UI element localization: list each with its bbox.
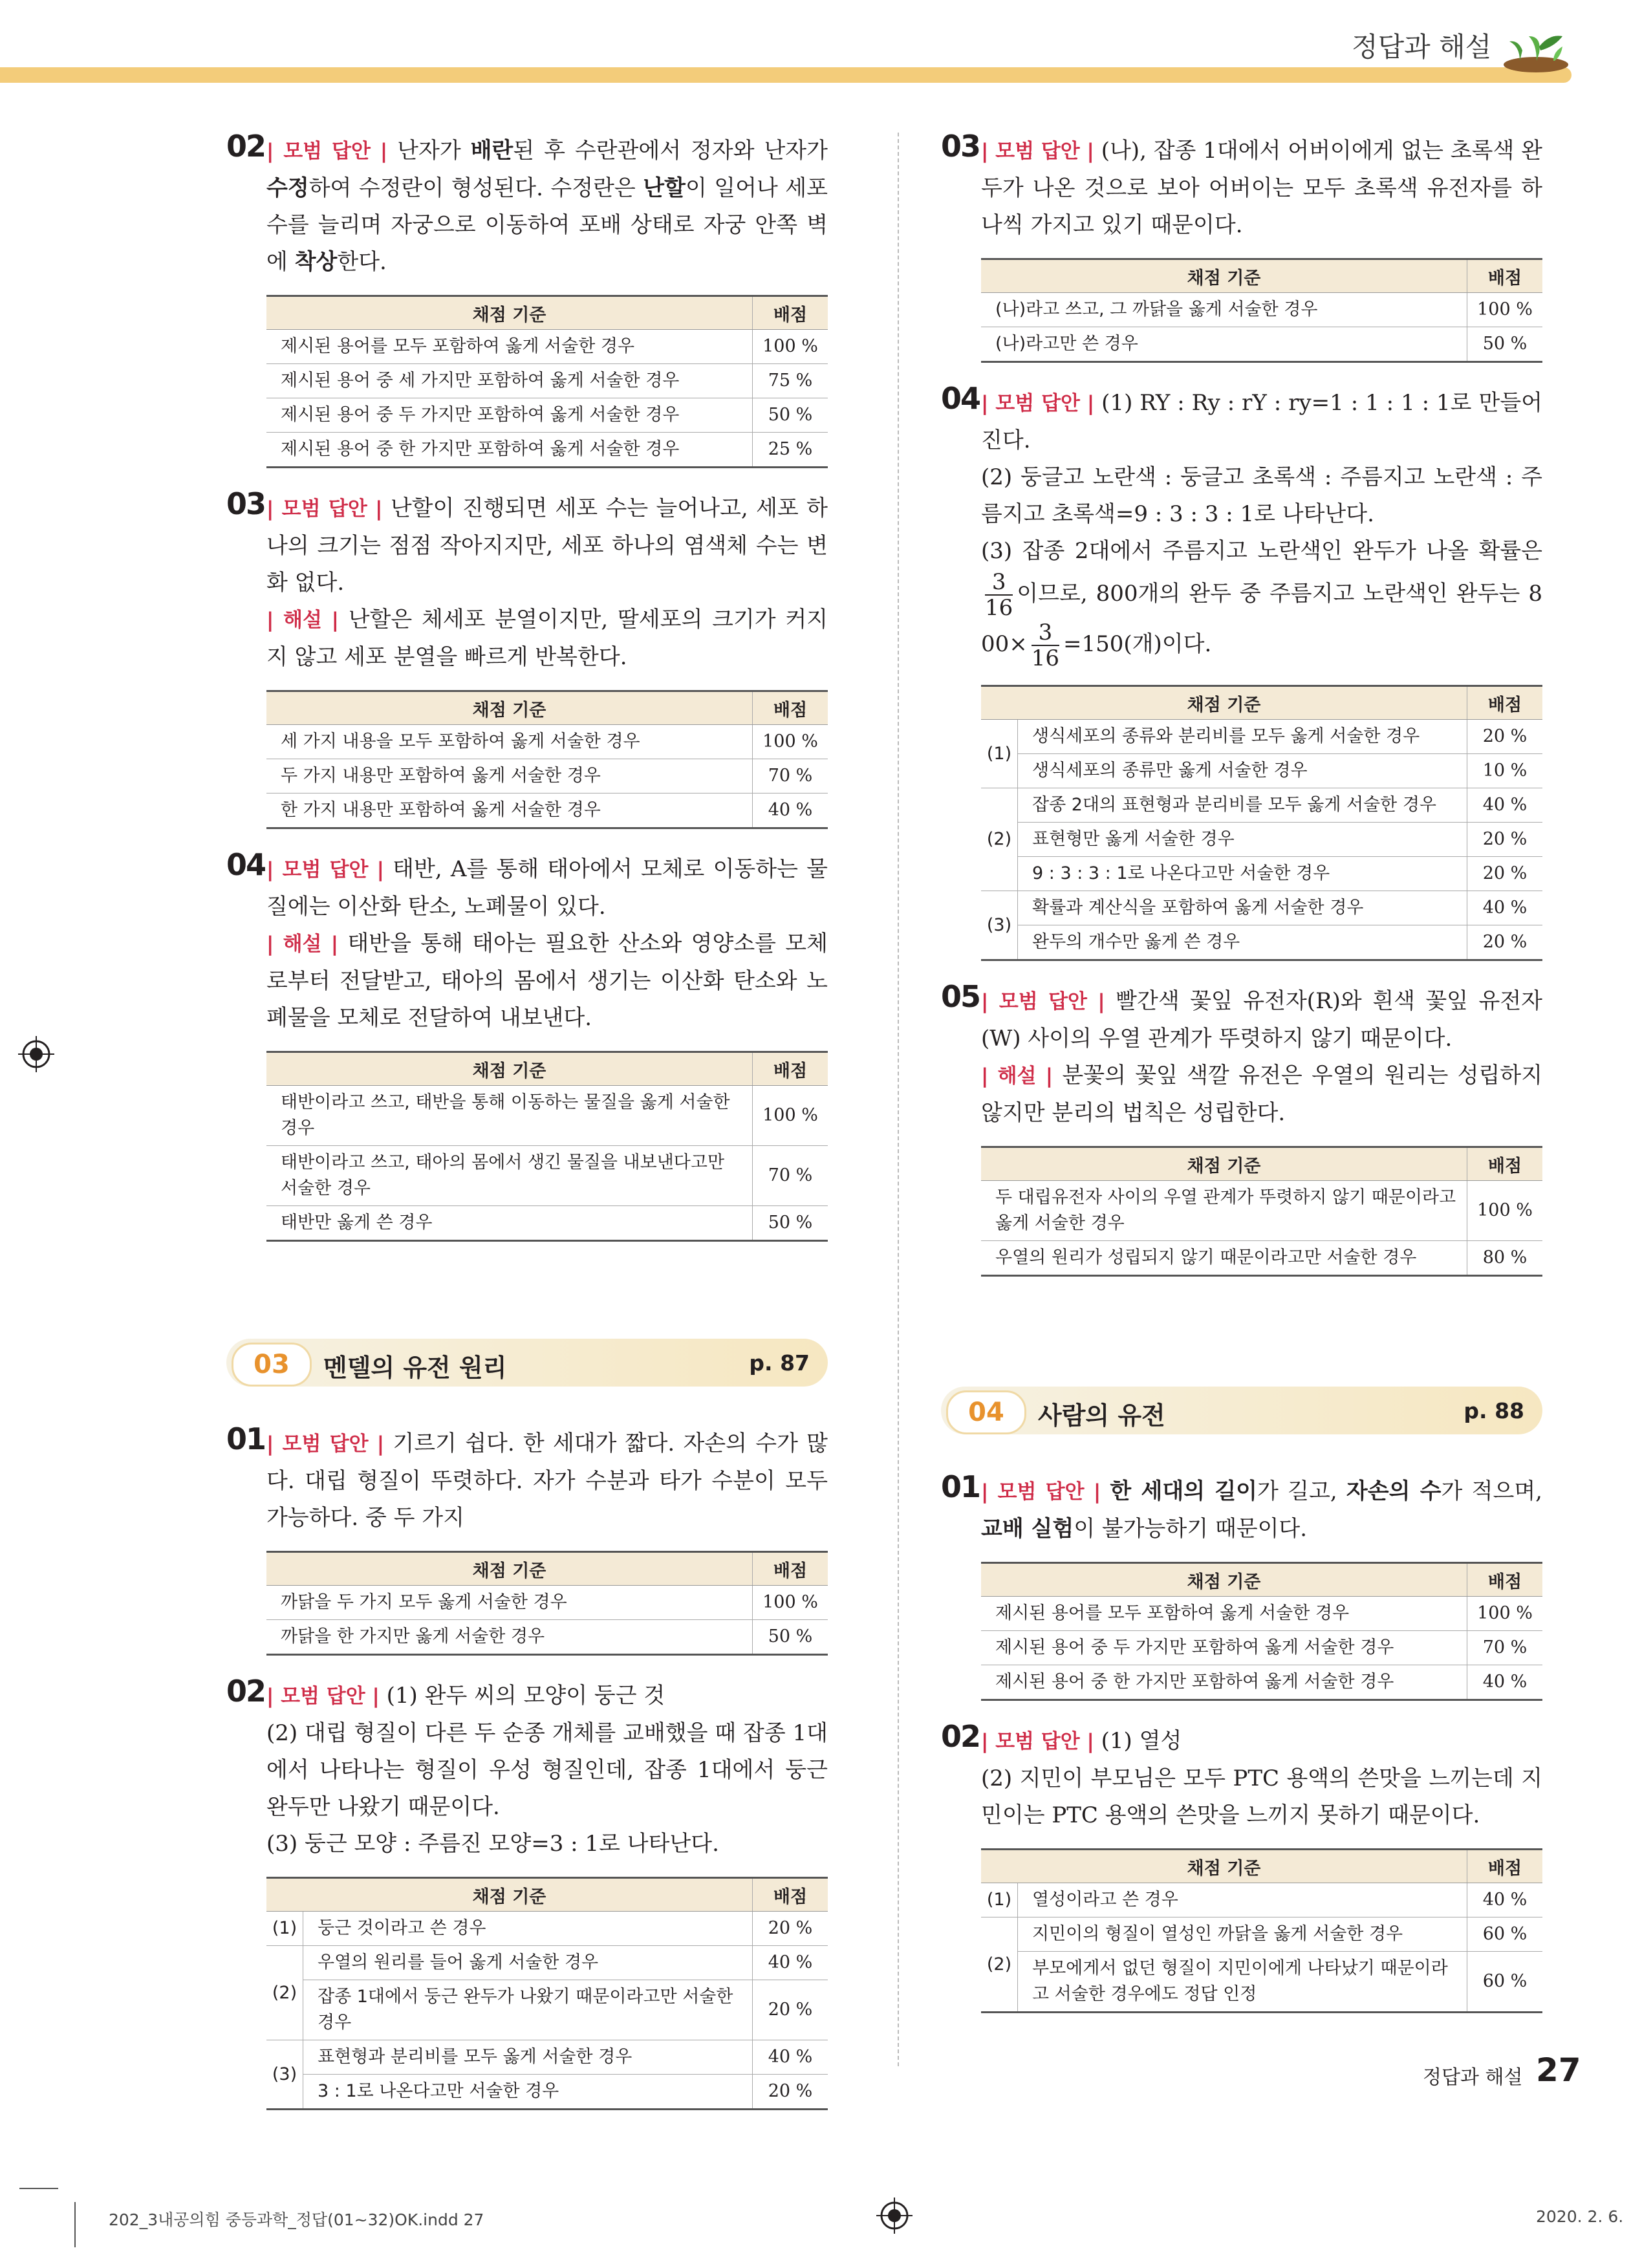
table-row: (나)라고 쓰고, 그 까닭을 옳게 서술한 경우 100 % — [981, 293, 1542, 327]
print-filename: 202_3내공의힘 중등과학_정답(01~32)OK.indd 27 — [109, 2210, 484, 2229]
table-row: 한 가지 내용만 포함하여 옳게 서술한 경우 40 % — [266, 794, 828, 828]
table-row: 제시된 용어 중 세 가지만 포함하여 옳게 서술한 경우 75 % — [266, 364, 828, 398]
table-row: (2) 우열의 원리를 들어 옳게 서술한 경우 40 % — [266, 1946, 828, 1980]
fraction: $\frac{3}{16}$ — [985, 569, 1013, 621]
scoring-table: 채점 기준 배점 (1) 생식세포의 종류와 분리비를 모두 옳게 서술한 경우 20 % 생식세포의 종류만 옳게 서술한 경우 10 % (2) 잡종 2대의 표현형과 분리비를 모두 옳게 서술한 경우 40 % 표현형만 옳게 서술한 경우 20 % 9 : 3 : 3 : 1로 나온다고만 서술한 경우 20 % (3) 확률과 계산식을 포함하여 옳게 서술한 경우 40 % 완두의 개수만 옳게 쓴 경우 20 % — [981, 685, 1542, 961]
answer-text: | 모범 답안 | 난자가 배란된 후 수란관에서 정자와 난자가 수정하여 수정란이 형성된다. 수정란은 난할이 일어나 세포 수를 늘리며 자궁으로 이동하여 포배 상태로 자궁 안쪽 벽에 착상한다. — [266, 138, 828, 275]
answer-text: | 모범 답안 | 태반, A를 통해 태아에서 모체로 이동하는 물질에는 이산화 탄소, 노폐물이 있다. — [266, 856, 828, 920]
answer-text: | 모범 답안 | (1) RY : Ry : rY : ry=1 : 1 : 1 : 1로 만들어진다. — [981, 390, 1543, 453]
answer-text: (2) 둥글고 노란색 : 둥글고 초록색 : 주름지고 노란색 : 주름지고 초록색=9 : 3 : 3 : 1로 나타난다. — [981, 464, 1542, 527]
question-04 — [226, 847, 828, 1242]
table-row: 제시된 용어를 모두 포함하여 옳게 서술한 경우 100 % — [981, 1597, 1542, 1631]
section-title: 사람의 유전 — [1038, 1401, 1165, 1430]
crop-mark — [19, 2188, 58, 2189]
question-number: 01 — [941, 1469, 980, 1504]
table-row: (나)라고만 쓴 경우 50 % — [981, 327, 1542, 362]
question-03r — [941, 129, 1542, 363]
answer-text: (2) 지민이 부모님은 모두 PTC 용액의 쓴맛을 느끼는데 지민이는 PTC 용액의 쓴맛을 느끼지 못하기 때문이다. — [981, 1766, 1542, 1828]
table-row: 세 가지 내용을 모두 포함하여 옳게 서술한 경우 100 % — [266, 725, 828, 759]
table-row: 잡종 1대에서 둥근 완두가 나왔기 때문이라고만 서술한 경우 20 % — [266, 1980, 828, 2040]
table-row: 제시된 용어 중 두 가지만 포함하여 옳게 서술한 경우 50 % — [266, 398, 828, 433]
table-row: 제시된 용어를 모두 포함하여 옳게 서술한 경우 100 % — [266, 330, 828, 364]
explanation-text: | 해설 | 분꽃의 꽃잎 색깔 유전은 우열의 원리는 성립하지 않지만 분리의 법칙은 성립한다. — [981, 1063, 1543, 1126]
table-row: 제시된 용어 중 한 가지만 포함하여 옳게 서술한 경우 40 % — [981, 1665, 1542, 1700]
scoring-table: 채점 기준 배점 제시된 용어를 모두 포함하여 옳게 서술한 경우 100 % 제시된 용어 중 두 가지만 포함하여 옳게 서술한 경우 70 % 제시된 용어 중 한 가지만 포함하여 옳게 서술한 경우 40 % — [981, 1562, 1542, 1701]
page-number: 27 — [1536, 2051, 1581, 2089]
header-bar — [0, 67, 1572, 83]
table-row: 부모에게서 없던 형질이 지민이에게 나타났기 때문이라고 서술한 경우에도 정답 인정 60 % — [981, 1952, 1542, 2013]
answer-text: (3) 잡종 2대에서 주름지고 노란색인 완두가 나올 확률은 $\frac{3}{16}$ 이므로, 800개의 완두 중 주름지고 노란색인 완두는 800× $\frac{3}{16}$ =150(개)이다. — [981, 538, 1542, 671]
table-row: 까닭을 두 가지 모두 옳게 서술한 경우 100 % — [266, 1586, 828, 1620]
scoring-table: 채점 기준 배점 (1) 열성이라고 쓴 경우 40 % (2) 지민이의 형질이 열성인 까닭을 옳게 서술한 경우 60 % 부모에게서 없던 형질이 지민이에게 나타났기 때문이라고 서술한 경우에도 정답 인정 60 % — [981, 1848, 1542, 2013]
table-row: 표현형만 옳게 서술한 경우 20 % — [981, 823, 1542, 857]
table-row: 태반이라고 쓰고, 태반을 통해 이동하는 물질을 옳게 서술한 경우 100 % — [266, 1086, 828, 1146]
section-header-03 — [226, 1339, 828, 1387]
table-row: (1) 둥근 것이라고 쓴 경우 20 % — [266, 1912, 828, 1946]
question-number: 01 — [226, 1421, 266, 1456]
table-row: 9 : 3 : 3 : 1로 나온다고만 서술한 경우 20 % — [981, 857, 1542, 891]
registration-mark-icon — [18, 1036, 54, 1072]
header-title: 정답과 해설 — [1352, 31, 1492, 63]
table-row: (3) 확률과 계산식을 포함하여 옳게 서술한 경우 40 % — [981, 891, 1542, 925]
section-header-04 — [941, 1387, 1542, 1434]
registration-mark-icon — [876, 2198, 913, 2234]
column-divider — [898, 133, 899, 2066]
table-row: 제시된 용어 중 두 가지만 포함하여 옳게 서술한 경우 70 % — [981, 1631, 1542, 1665]
table-row: (1) 생식세포의 종류와 분리비를 모두 옳게 서술한 경우 20 % — [981, 720, 1542, 754]
scoring-table: 채점 기준 배점 까닭을 두 가지 모두 옳게 서술한 경우 100 % 까닭을 한 가지만 옳게 서술한 경우 50 % — [266, 1551, 828, 1656]
table-row: 태반만 옳게 쓴 경우 50 % — [266, 1206, 828, 1241]
fraction: $\frac{3}{16}$ — [1031, 620, 1060, 671]
section-page: p. 88 — [1464, 1398, 1524, 1423]
section-page: p. 87 — [749, 1350, 810, 1376]
table-row: 태반이라고 쓰고, 태아의 몸에서 생긴 물질을 내보낸다고만 서술한 경우 70 % — [266, 1146, 828, 1206]
answer-text: | 모범 답안 | (나), 잡종 1대에서 어버이에게 없는 초록색 완두가 나온 것으로 보아 어버이는 모두 초록색 유전자를 하나씩 가지고 있기 때문이다. — [981, 138, 1542, 238]
question-number: 05 — [941, 979, 980, 1014]
left-column — [226, 129, 828, 2132]
scoring-table: 채점 기준 배점 세 가지 내용을 모두 포함하여 옳게 서술한 경우 100 % 두 가지 내용만 포함하여 옳게 서술한 경우 70 % 한 가지 내용만 포함하여 옳게 서술한 경우 40 % — [266, 690, 828, 829]
table-row: 완두의 개수만 옳게 쓴 경우 20 % — [981, 925, 1542, 960]
table-row: 3 : 1로 나온다고만 서술한 경우 20 % — [266, 2075, 828, 2110]
table-row: (2) 잡종 2대의 표현형과 분리비를 모두 옳게 서술한 경우 40 % — [981, 788, 1542, 823]
answer-text: (3) 둥근 모양 : 주름진 모양=3 : 1로 나타난다. — [266, 1831, 719, 1857]
scoring-table: 채점 기준 배점 (나)라고 쓰고, 그 까닭을 옳게 서술한 경우 100 % (나)라고만 쓴 경우 50 % — [981, 258, 1542, 363]
question-number: 02 — [226, 1674, 266, 1709]
question-number: 04 — [941, 381, 980, 416]
footer-label: 정답과 해설 — [1423, 2066, 1523, 2089]
question-03 — [226, 486, 828, 829]
scoring-table: 채점 기준 배점 두 대립유전자 사이의 우열 관계가 뚜렷하지 않기 때문이라고 옳게 서술한 경우 100 % 우열의 원리가 성립되지 않기 때문이라고만 서술한 경우 80 % — [981, 1146, 1542, 1277]
question-number: 03 — [941, 129, 980, 164]
section-number: 04 — [946, 1390, 1026, 1434]
table-row: 두 대립유전자 사이의 우열 관계가 뚜렷하지 않기 때문이라고 옳게 서술한 경우 100 % — [981, 1181, 1542, 1241]
section-title: 멘델의 유전 원리 — [323, 1354, 507, 1382]
question-01r — [941, 1469, 1542, 1701]
table-row: 두 가지 내용만 포함하여 옳게 서술한 경우 70 % — [266, 759, 828, 794]
crop-mark — [74, 2202, 76, 2247]
table-row: 까닭을 한 가지만 옳게 서술한 경우 50 % — [266, 1620, 828, 1655]
table-row: 생식세포의 종류만 옳게 서술한 경우 10 % — [981, 754, 1542, 788]
question-number: 03 — [226, 486, 266, 521]
table-row: 제시된 용어 중 한 가지만 포함하여 옳게 서술한 경우 25 % — [266, 433, 828, 468]
question-02r — [941, 1719, 1542, 2013]
answer-text: | 모범 답안 | 한 세대의 길이가 길고, 자손의 수가 적으며, 교배 실험이 불가능하기 때문이다. — [981, 1478, 1542, 1542]
question-05r — [941, 979, 1543, 1277]
question-02 — [226, 129, 828, 468]
table-row: 우열의 원리가 성립되지 않기 때문이라고만 서술한 경우 80 % — [981, 1241, 1542, 1276]
sprout-icon — [1500, 27, 1572, 72]
question-01 — [226, 1421, 828, 1656]
print-date: 2020. 2. 6. — [1536, 2207, 1624, 2226]
question-number: 04 — [226, 847, 266, 882]
answer-text: | 모범 답안 | 기르기 쉽다. 한 세대가 짧다. 자손의 수가 많다. 대립 형질이 뚜렷하다. 자가 수분과 타가 수분이 모두 가능하다. 중 두 가지 — [266, 1431, 828, 1531]
scoring-table: 채점 기준 배점 제시된 용어를 모두 포함하여 옳게 서술한 경우 100 % 제시된 용어 중 세 가지만 포함하여 옳게 서술한 경우 75 % 제시된 용어 중 두 가지만 포함하여 옳게 서술한 경우 50 % 제시된 용어 중 한 가지만 포함하여 옳게 서술한 경우 25 % — [266, 295, 828, 468]
answer-text: | 모범 답안 | (1) 열성 — [981, 1728, 1182, 1754]
answer-text: (2) 대립 형질이 다른 두 순종 개체를 교배했을 때 잡종 1대에서 나타나는 형질이 우성 형질인데, 잡종 1대에서 둥근 완두만 나왔기 때문이다. — [266, 1720, 828, 1820]
table-row: (1) 열성이라고 쓴 경우 40 % — [981, 1883, 1542, 1917]
explanation-text: | 해설 | 태반을 통해 태아는 필요한 산소와 영양소를 모체로부터 전달받고, 태아의 몸에서 생기는 이산화 탄소와 노폐물을 모체로 전달하여 내보낸다. — [266, 931, 828, 1031]
question-02b — [226, 1674, 828, 2110]
question-number: 02 — [226, 129, 266, 164]
answer-text: | 모범 답안 | (1) 완두 씨의 모양이 둥근 것 — [266, 1683, 665, 1709]
table-row: (3) 표현형과 분리비를 모두 옳게 서술한 경우 40 % — [266, 2040, 828, 2075]
right-column — [941, 129, 1543, 2035]
table-row: (2) 지민이의 형질이 열성인 까닭을 옳게 서술한 경우 60 % — [981, 1917, 1542, 1952]
question-04r — [941, 381, 1543, 961]
scoring-table: 채점 기준 배점 (1) 둥근 것이라고 쓴 경우 20 % (2) 우열의 원리를 들어 옳게 서술한 경우 40 % 잡종 1대에서 둥근 완두가 나왔기 때문이라고만 서술한 경우 20 % (3) 표현형과 분리비를 모두 옳게 서술한 경우 40 % 3 : 1로 나온다고만 서술한 경우 20 % — [266, 1877, 828, 2110]
scoring-table: 채점 기준 배점 태반이라고 쓰고, 태반을 통해 이동하는 물질을 옳게 서술한 경우 100 % 태반이라고 쓰고, 태아의 몸에서 생긴 물질을 내보낸다고만 서술한 경우 70 % 태반만 옳게 쓴 경우 50 % — [266, 1051, 828, 1242]
answer-text: | 모범 답안 | 빨간색 꽃잎 유전자(R)와 흰색 꽃잎 유전자(W) 사이의 우열 관계가 뚜렷하지 않기 때문이다. — [981, 988, 1543, 1052]
question-number: 02 — [941, 1719, 980, 1754]
answer-text: | 모범 답안 | 난할이 진행되면 세포 수는 늘어나고, 세포 하나의 크기는 점점 작아지지만, 세포 하나의 염색체 수는 변화 없다. — [266, 495, 828, 596]
section-number: 03 — [232, 1343, 312, 1387]
explanation-text: | 해설 | 난할은 체세포 분열이지만, 딸세포의 크기가 커지지 않고 세포 분열을 빠르게 반복한다. — [266, 607, 828, 670]
